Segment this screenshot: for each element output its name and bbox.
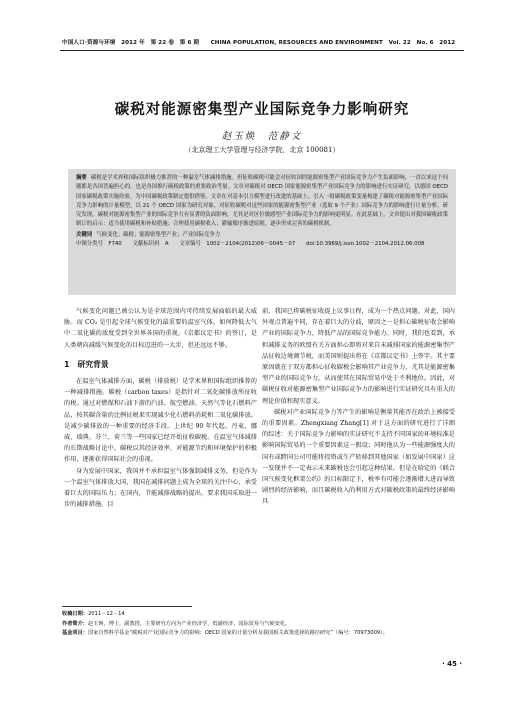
body-paragraph: 前，我国已将碳税征收提上议事日程，成为一个热点问题。对此，国内外观点普遍不同，存在着巨大的分歧，原因之一是担心碳税征收会影响产业的国际竞争力，降低产品的国际竞争能力。同时，我们也看到，承担减排义务的欧盟有关方面担心即将对来自未减排国家的能源密集型产品征收边境调节税，而美国则提出将在《京都议定书》上签字。其主要原因就在于双方都担心征收碳税会影响其产业竞争力，尤其是能源密集型产业的国际竞争力，从而使其在国际贸易中处于不利地位。因此，对碳税征收对能源密集型产业国际竞争力的影响进行实证研究具有重大的理论价值和现实意义。 [262,308,455,405]
keywords-line [76,231,448,240]
running-head: 中国人口·资源与环境 2012 年 第 22 卷 第 6 期 CHINA POPULATION, RESOURCES AND ENVIRONMENT Vol. 22 No. 6 2012 [62,40,456,46]
abstract-box [68,169,456,295]
abstract-label: 摘要 [76,175,87,181]
article-title: 碳税对能源密集型产业国际竞争力影响研究 [114,102,410,118]
body-paragraph: 在温室气体减排方面，碳税（排放税）是学术界和国际组织推荐的一种减排措施。碳税（carbon taxes）是指针对二氧化碳排放所征收的税。通过对燃煤和石油下游的汽油、航空燃油、天然气等化石燃料产品，按其碳含量的比例征税来实现减少化石燃料消耗和二氧化碳排放。是减少碳排放的一种重要的经济手段。上世纪 90 年代起，丹麦、挪威、瑞典、芬兰、荷兰等一些国家已经开始征收碳税。在温室气体减排的长期战略讨论中，碳税以其经济效率、对能源节约和环境保护的积极作用，逐渐获得国际社会的重视。 [64,378,257,464]
body-column-right [262,306,455,598]
page-number: · 45 · [442,660,462,668]
footnote-fund [62,629,462,639]
article-authors: 赵玉焕 范静文 [221,131,303,142]
footnote-text: 国家自然科学基金“碳税对产业国际竞争力的影响：OECD 国家的计量分析及我国相关政策选择的路径研究”（编号：70973009）。 [87,630,388,636]
footnote-text: 赵玉焕，博士，副教授，主要研究方向为产业经济学、低碳经济、国际贸易与气候变化。 [87,620,291,627]
body-column-left [64,306,257,598]
footnote-label: 基金项目： [62,630,88,636]
section-number: 1 [64,359,70,369]
footnote-label: 作者简介： [62,620,88,627]
abstract-text: 碳税是学术界和国际组织极力推荐的一种温室气体减排措施。但征收碳税可能会对征收国的能源密集型产业国际竞争力产生负面影响，一直以来这个问题都是各国普遍担心的，也是各国推行碳税政策的重要政治考量。文章对碳税对 OECD 国家能源密集型产业国际竞争力的影响进行实证研究，以德国 OECD 国家碳税政策实施经验，为中国碳税政策制定提供借鉴。文章在对基本引力模型进行改进的基础上，引入一组碳税政策变量构建了碳税对能源密集型产业国际竞争力影响的计量模型，以 21 个 OECD 国家为研究对象，对征收碳税对这些国家的能源密集型产业（选取 9 个产业）国际竞争力的影响进行计量分析。研究发现，碳税对能源密集型产业的国际竞争力有显著的负面影响，尤其是对区位敏感型产业国际竞争力的影响更明显。在此基础上，文章提出对我国碳税政策制订的启示：适当使用碳税和补贴措施；合理使用碳税收入；灌输循序渐进原则，逐步形成完善的碳税机制。 [76,175,448,228]
footnote-author [62,620,462,630]
header-rule [60,50,464,51]
section-heading [64,359,257,370]
footnote-received [62,610,462,620]
keywords-label: 关键词 [76,231,93,238]
footnote-rule [62,606,192,607]
footnote-text: 2011－12－14 [87,611,125,617]
body-paragraph: 身为发展中国家，我国并不承担温室气体强制减排义务，但是作为一个温室气体排放大国，我国在减排问题上成为全球的关注中心，承受着巨大的国际压力；在国内，节能减排战略的提出，要求我国采取进一步的减排措施。目 [64,467,257,509]
author-affiliation: （北京理工大学管理与经济学院，北京 100081） [184,146,340,154]
intro-paragraph: 气候变化问题已被公认为是全球范围内可持续发展面临的最大威胁。而 CO₂ 是引起全球气候变化的最重要的温室气体，如何降低大气中二氧化碳的浓度受到全世界各国的重视。《京都议定书》的签订，是人类朝向减缓气候变化的目标迈进的一大步，但还远远不够。 [64,308,257,349]
section-title: 研究背景 [77,359,109,369]
footnote-label: 收稿日期： [62,611,88,617]
body-paragraph: 碳税对产业国际竞争力等产生的影响是衡量其能否在政治上被接受的重要因素。Zhengxiang Zhang[1] 对于这方面的研究进行了详细的综述：关于国际竞争力影响的实证研究不支持不同国家的环境标准是影响国际贸易的一个重要因素这一假设；同时他认为一些能源强度大的国有或跨国公司可能将投资或生产转移到其他国家（如发展中国家）这一发现并不一定表示未来碳税也会引起这种结果。但是在给定的《联合国气候变化框架公约》的目标限定下，税率有可能会逐渐增大进而导致剧烈的经济影响，而且碳税收入的利用方式对碳税政策的最终经济影响具 [262,408,455,506]
classification-line: 中图分类号 F740 文献标识码 A 文章编号 1002－2104(2012)06－0045－07 doi:10.3969/j.issn.1002－2104.2012.06.008 [76,241,425,248]
abstract-paragraph [76,174,448,230]
footnotes [62,610,462,639]
keywords-text: 气候变化；碳税；能源密集型产业；产业国际竞争力 [96,231,221,238]
